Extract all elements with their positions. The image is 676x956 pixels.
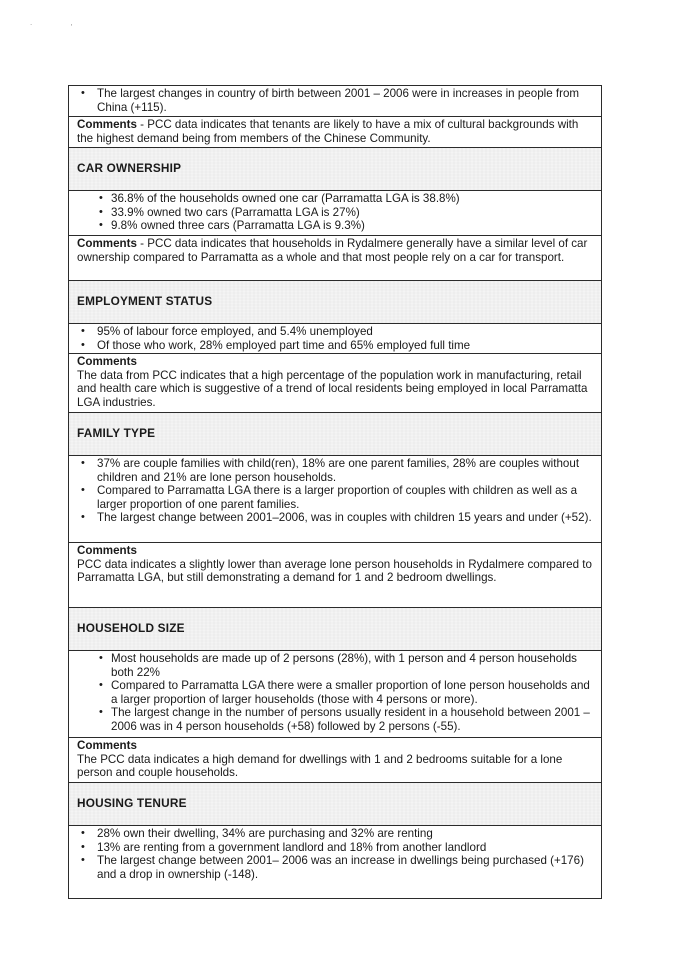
list-item: • 28% own their dwelling, 34% are purchasing and 32% are renting: [77, 827, 593, 841]
comments-text: - PCC data indicates that tenants are likely to have a mix of cultural backgrounds with the highest demand being from members of the Chinese Community.: [77, 118, 579, 145]
car-ownership-comments-row: [69, 236, 602, 281]
household-size-heading-row: [69, 608, 602, 651]
comments-text: The data from PCC indicates that a high percentage of the population work in manufacturing, retail and health care which is suggestive of a trend of local residents being employed in local Parramatta LGA industries.: [77, 368, 588, 409]
section-heading: FAMILY TYPE: [77, 426, 156, 441]
list-item: • The largest changes in country of birth between 2001 – 2006 were in increases in people from China (+115).: [77, 87, 593, 114]
housing-tenure-heading-row: [69, 783, 602, 826]
list-item: • Compared to Parramatta LGA there were a smaller proportion of lone person households and a larger proportion of larger households (those with 4 persons or more).: [77, 679, 593, 706]
data-table: [68, 85, 602, 899]
section-heading: HOUSEHOLD SIZE: [77, 621, 185, 636]
household-size-bullets-row: [69, 651, 602, 738]
list-item: • Compared to Parramatta LGA there is a larger proportion of couples with children as well as a larger proportion of one parent families.: [77, 484, 593, 511]
list-item: • Of those who work, 28% employed part time and 65% employed full time: [77, 339, 593, 353]
section-heading: EMPLOYMENT STATUS: [77, 294, 213, 309]
employment-status-bullets-row: [69, 324, 602, 354]
page-marks: . ,: [30, 18, 91, 27]
family-type-list: [77, 457, 593, 525]
country-of-birth-bullets-row: [69, 86, 602, 117]
employment-status-heading-row: [69, 281, 602, 324]
comments-text: - PCC data indicates that households in Rydalmere generally have a similar level of car ownership compared to Parramatta as a whole and that most people rely on a car for transport.: [77, 237, 588, 264]
list-item: • 95% of labour force employed, and 5.4% unemployed: [77, 325, 593, 339]
family-type-bullets-row: [69, 456, 602, 543]
comments-text: The PCC data indicates a high demand for dwellings with 1 and 2 bedrooms suitable for a lone person and couple households.: [77, 752, 563, 779]
section-heading: HOUSING TENURE: [77, 796, 187, 811]
employment-status-comments-row: [69, 354, 602, 413]
car-ownership-bullets-row: [69, 191, 602, 236]
list-item: • The largest change between 2001– 2006 was an increase in dwellings being purchased (+176) and a drop in ownership (-148).: [77, 854, 593, 881]
list-item: • 13% are renting from a government landlord and 18% from another landlord: [77, 841, 593, 855]
country-of-birth-comments-row: [69, 117, 602, 148]
household-size-list: [77, 652, 593, 733]
list-item: • 37% are couple families with child(ren), 18% are one parent families, 28% are couples without children and 21% are lone person households.: [77, 457, 593, 484]
comments-label: Comments: [77, 544, 137, 557]
list-item: • 36.8% of the households owned one car (Parramatta LGA is 38.8%): [77, 192, 593, 206]
section-heading: CAR OWNERSHIP: [77, 161, 182, 176]
comments-text: PCC data indicates a slightly lower than average lone person households in Rydalmere compared to Parramatta LGA, but still demonstrating a demand for 1 and 2 bedroom dwellings.: [77, 557, 592, 584]
comments-label: Comments: [77, 237, 137, 250]
family-type-comments-row: [69, 543, 602, 608]
family-type-heading-row: [69, 413, 602, 456]
employment-status-list: [77, 325, 593, 352]
car-ownership-list: [77, 192, 593, 233]
list-item: • Most households are made up of 2 persons (28%), with 1 person and 4 person households both 22%: [77, 652, 593, 679]
list-item: • 9.8% owned three cars (Parramatta LGA is 9.3%): [77, 219, 593, 233]
country-of-birth-list: [77, 87, 593, 114]
housing-tenure-list: [77, 827, 593, 881]
comments-label: Comments: [77, 739, 137, 752]
comments-label: Comments: [77, 355, 137, 368]
car-ownership-heading-row: [69, 148, 602, 191]
household-size-comments-row: [69, 738, 602, 783]
list-item: • The largest change in the number of persons usually resident in a household between 2001 – 2006 was in 4 person households (+58) followed by 2 persons (-55).: [77, 706, 593, 733]
list-item: • 33.9% owned two cars (Parramatta LGA is 27%): [77, 206, 593, 220]
comments-label: Comments: [77, 118, 137, 131]
housing-tenure-bullets-row: [69, 826, 602, 899]
list-item: • The largest change between 2001–2006, was in couples with children 15 years and under (+52).: [77, 511, 593, 525]
